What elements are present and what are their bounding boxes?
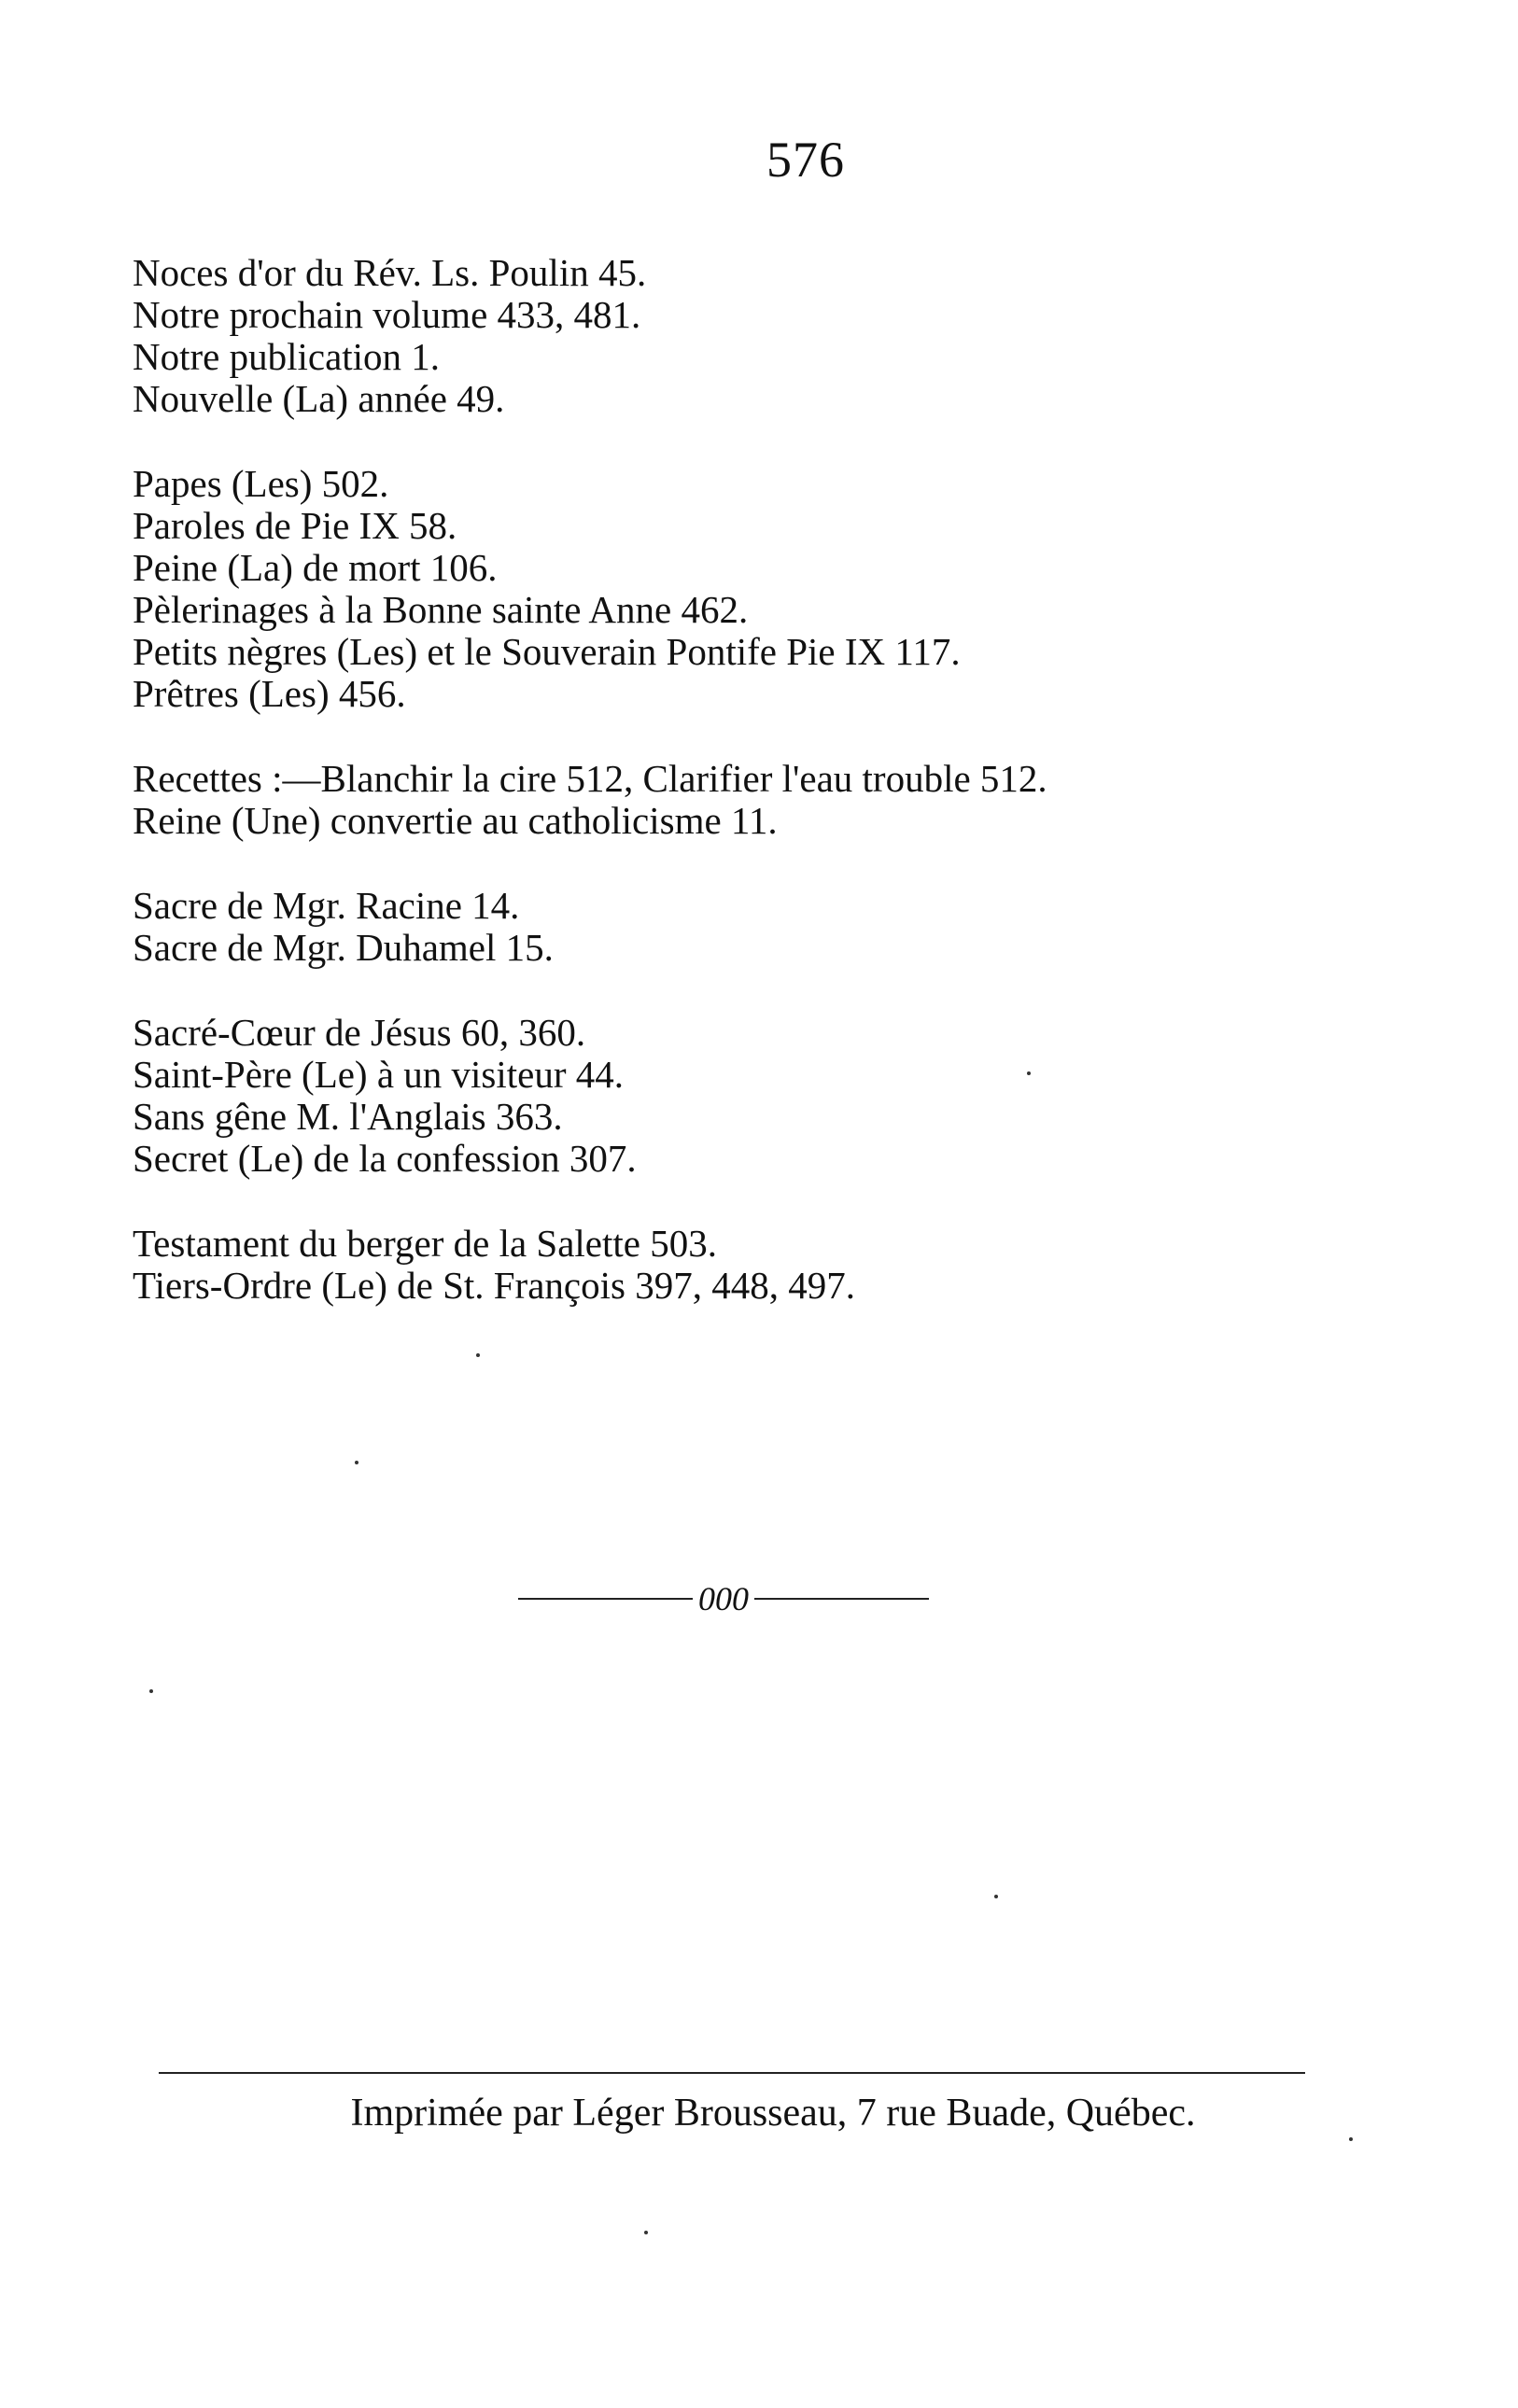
index-entry: Reine (Une) convertie au catholicisme 11. [133, 799, 778, 842]
print-speck [1027, 1071, 1031, 1075]
section-ornament [518, 1579, 929, 1618]
index-group-t [133, 1223, 1458, 1307]
index-entry: Nouvelle (La) année 49. [133, 377, 505, 420]
page-number: 576 [766, 132, 845, 188]
print-speck [644, 2231, 648, 2234]
index-entry: Tiers-Ordre (Le) de St. François 397, 448, 497. [133, 1264, 855, 1307]
ornament-mark: 000 [698, 1580, 749, 1617]
index-entry: Saint-Père (Le) à un visiteur 44. [133, 1053, 625, 1096]
index-group-r [133, 758, 1458, 842]
index-entry: Testament du berger de la Salette 503. [133, 1222, 717, 1265]
index-group-p [133, 463, 1458, 715]
ornament-dash-left [518, 1598, 693, 1600]
index-entry: Secret (Le) de la confession 307. [133, 1137, 637, 1180]
index-entry: Notre prochain volume 433, 481. [133, 293, 641, 336]
index-entry: Noces d'or du Rév. Ls. Poulin 45. [133, 251, 647, 294]
print-speck [994, 1895, 998, 1898]
index-entry: Sacre de Mgr. Duhamel 15. [133, 926, 554, 969]
printer-imprint: Imprimée par Léger Brousseau, 7 rue Buade, Québec. [350, 2092, 1196, 2135]
index-entry: Prêtres (Les) 456. [133, 672, 406, 715]
index-group-s2 [133, 1012, 1458, 1180]
index-entry: Paroles de Pie IX 58. [133, 504, 457, 547]
index-entry: Sans gêne M. l'Anglais 363. [133, 1095, 563, 1138]
index-list [133, 252, 1458, 1350]
index-entry: Sacre de Mgr. Racine 14. [133, 884, 520, 927]
index-entry: Papes (Les) 502. [133, 462, 389, 505]
index-entry: Sacré-Cœur de Jésus 60, 360. [133, 1011, 586, 1054]
ornament-dash-right [754, 1598, 929, 1600]
index-group-s1 [133, 885, 1458, 969]
index-entry: Petits nègres (Les) et le Souverain Pontife Pie IX 117. [133, 630, 961, 673]
footer-rule [159, 2072, 1305, 2074]
print-speck [355, 1461, 358, 1464]
index-entry: Recettes :—Blanchir la cire 512, Clarifier l'eau trouble 512. [133, 757, 1047, 800]
index-entry: Notre publication 1. [133, 335, 441, 378]
index-group-n [133, 252, 1458, 420]
print-speck [149, 1689, 153, 1693]
print-speck [1349, 2137, 1353, 2141]
print-speck [476, 1353, 480, 1357]
index-entry: Peine (La) de mort 106. [133, 546, 498, 589]
index-entry: Pèlerinages à la Bonne sainte Anne 462. [133, 588, 749, 631]
